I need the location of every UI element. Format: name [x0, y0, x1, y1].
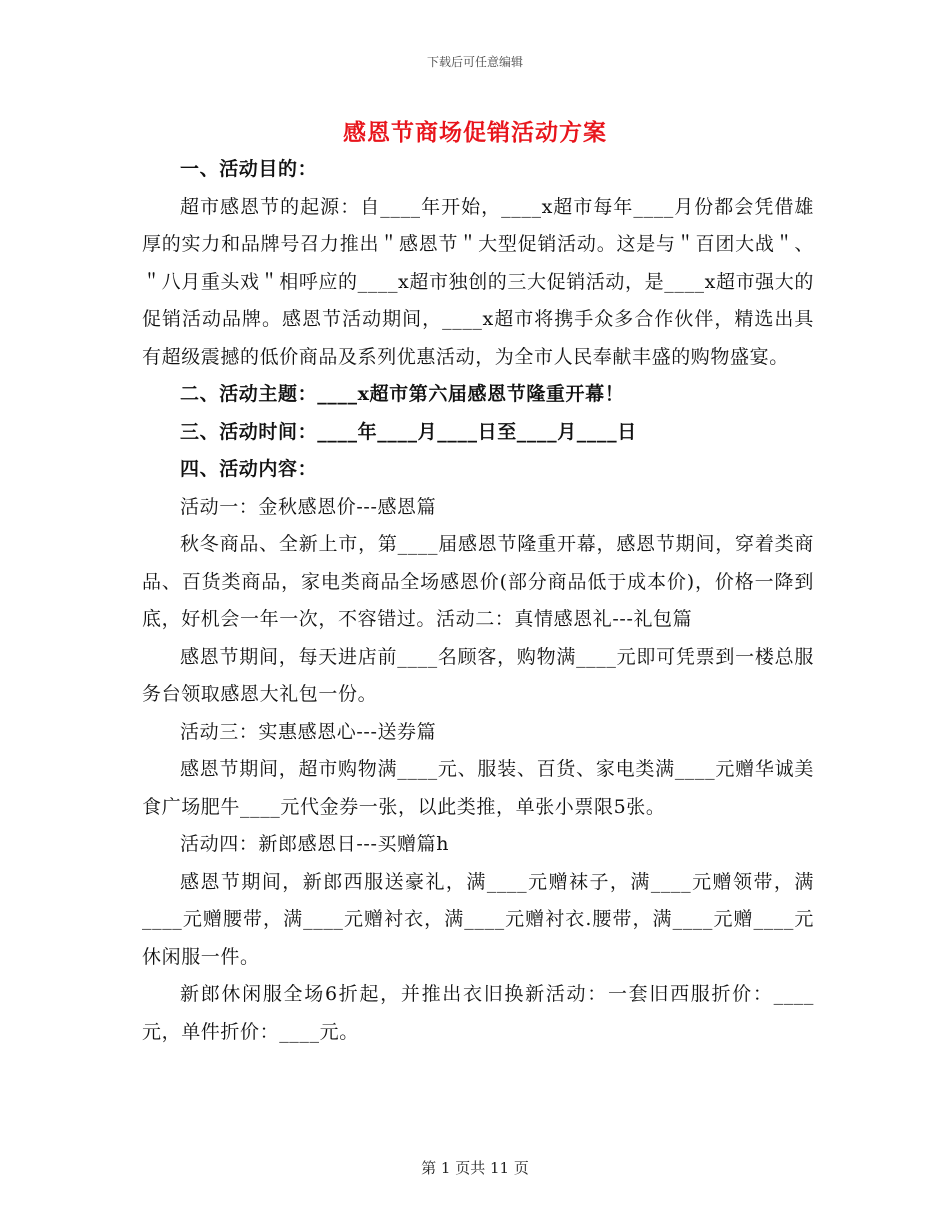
- section-heading-theme: 二、活动主题：____x超市第六届感恩节隆重开幕！: [180, 383, 625, 405]
- activity-three-body: 感恩节期间，超市购物满____元、服装、百货、家电类满____元赠华诚美食广场肥牛____元代金券一张，以此类推，单张小票限5张。: [142, 758, 814, 818]
- document-title: 感恩节商场促销活动方案: [343, 119, 607, 146]
- paragraph-origin: 超市感恩节的起源：自____年开始，____x超市每年____月份都会凭借雄厚的实力和品牌号召力推出＂感恩节＂大型促销活动。这是与＂百团大战＂、＂八月重头戏＂相呼应的____x超市独创的三大促销活动，是____x超市强大的促销活动品牌。感恩节活动期间，____x超市将携手众多合作伙伴，精选出具有超级震撼的低价商品及系列优惠活动，为全市人民奉献丰盛的购物盛宴。: [142, 195, 814, 368]
- section-heading-purpose: 一、活动目的：: [180, 158, 318, 180]
- document-body: [142, 151, 814, 1051]
- activity-four-body: 感恩节期间，新郎西服送豪礼，满____元赠袜子，满____元赠领带，满____元赠腰带，满____元赠衬衣，满____元赠衬衣.腰带，满____元赠____元休闲服一件。: [142, 870, 814, 968]
- activity-one-title: 活动一：金秋感恩价---感恩篇: [180, 495, 437, 518]
- activity-three-title: 活动三：实惠感恩心---送券篇: [180, 720, 437, 743]
- section-heading-time: 三、活动时间：____年____月____日至____月____日: [180, 420, 637, 443]
- header-note: 下载后可任意编辑: [426, 55, 523, 69]
- section-heading-content: 四、活动内容：: [180, 458, 318, 480]
- page-footer: 第 1 页共 11 页: [421, 1159, 529, 1177]
- activity-two-body: 感恩节期间，每天进店前____名顾客，购物满____元即可凭票到一楼总服务台领取感恩大礼包一份。: [142, 645, 814, 705]
- activity-four-casual-wear: 新郎休闲服全场6折起，并推出衣旧换新活动：一套旧西服折价：____元，单件折价：____元。: [142, 983, 814, 1043]
- activity-four-title: 活动四：新郎感恩日---买赠篇h: [180, 833, 450, 855]
- activity-one-body: 秋冬商品、全新上市，第____届感恩节隆重开幕，感恩节期间，穿着类商品、百货类商品，家电类商品全场感恩价(部分商品低于成本价)，价格一降到底，好机会一年一次，不容错过。活动二：真情感恩礼---礼包篇: [142, 533, 814, 630]
